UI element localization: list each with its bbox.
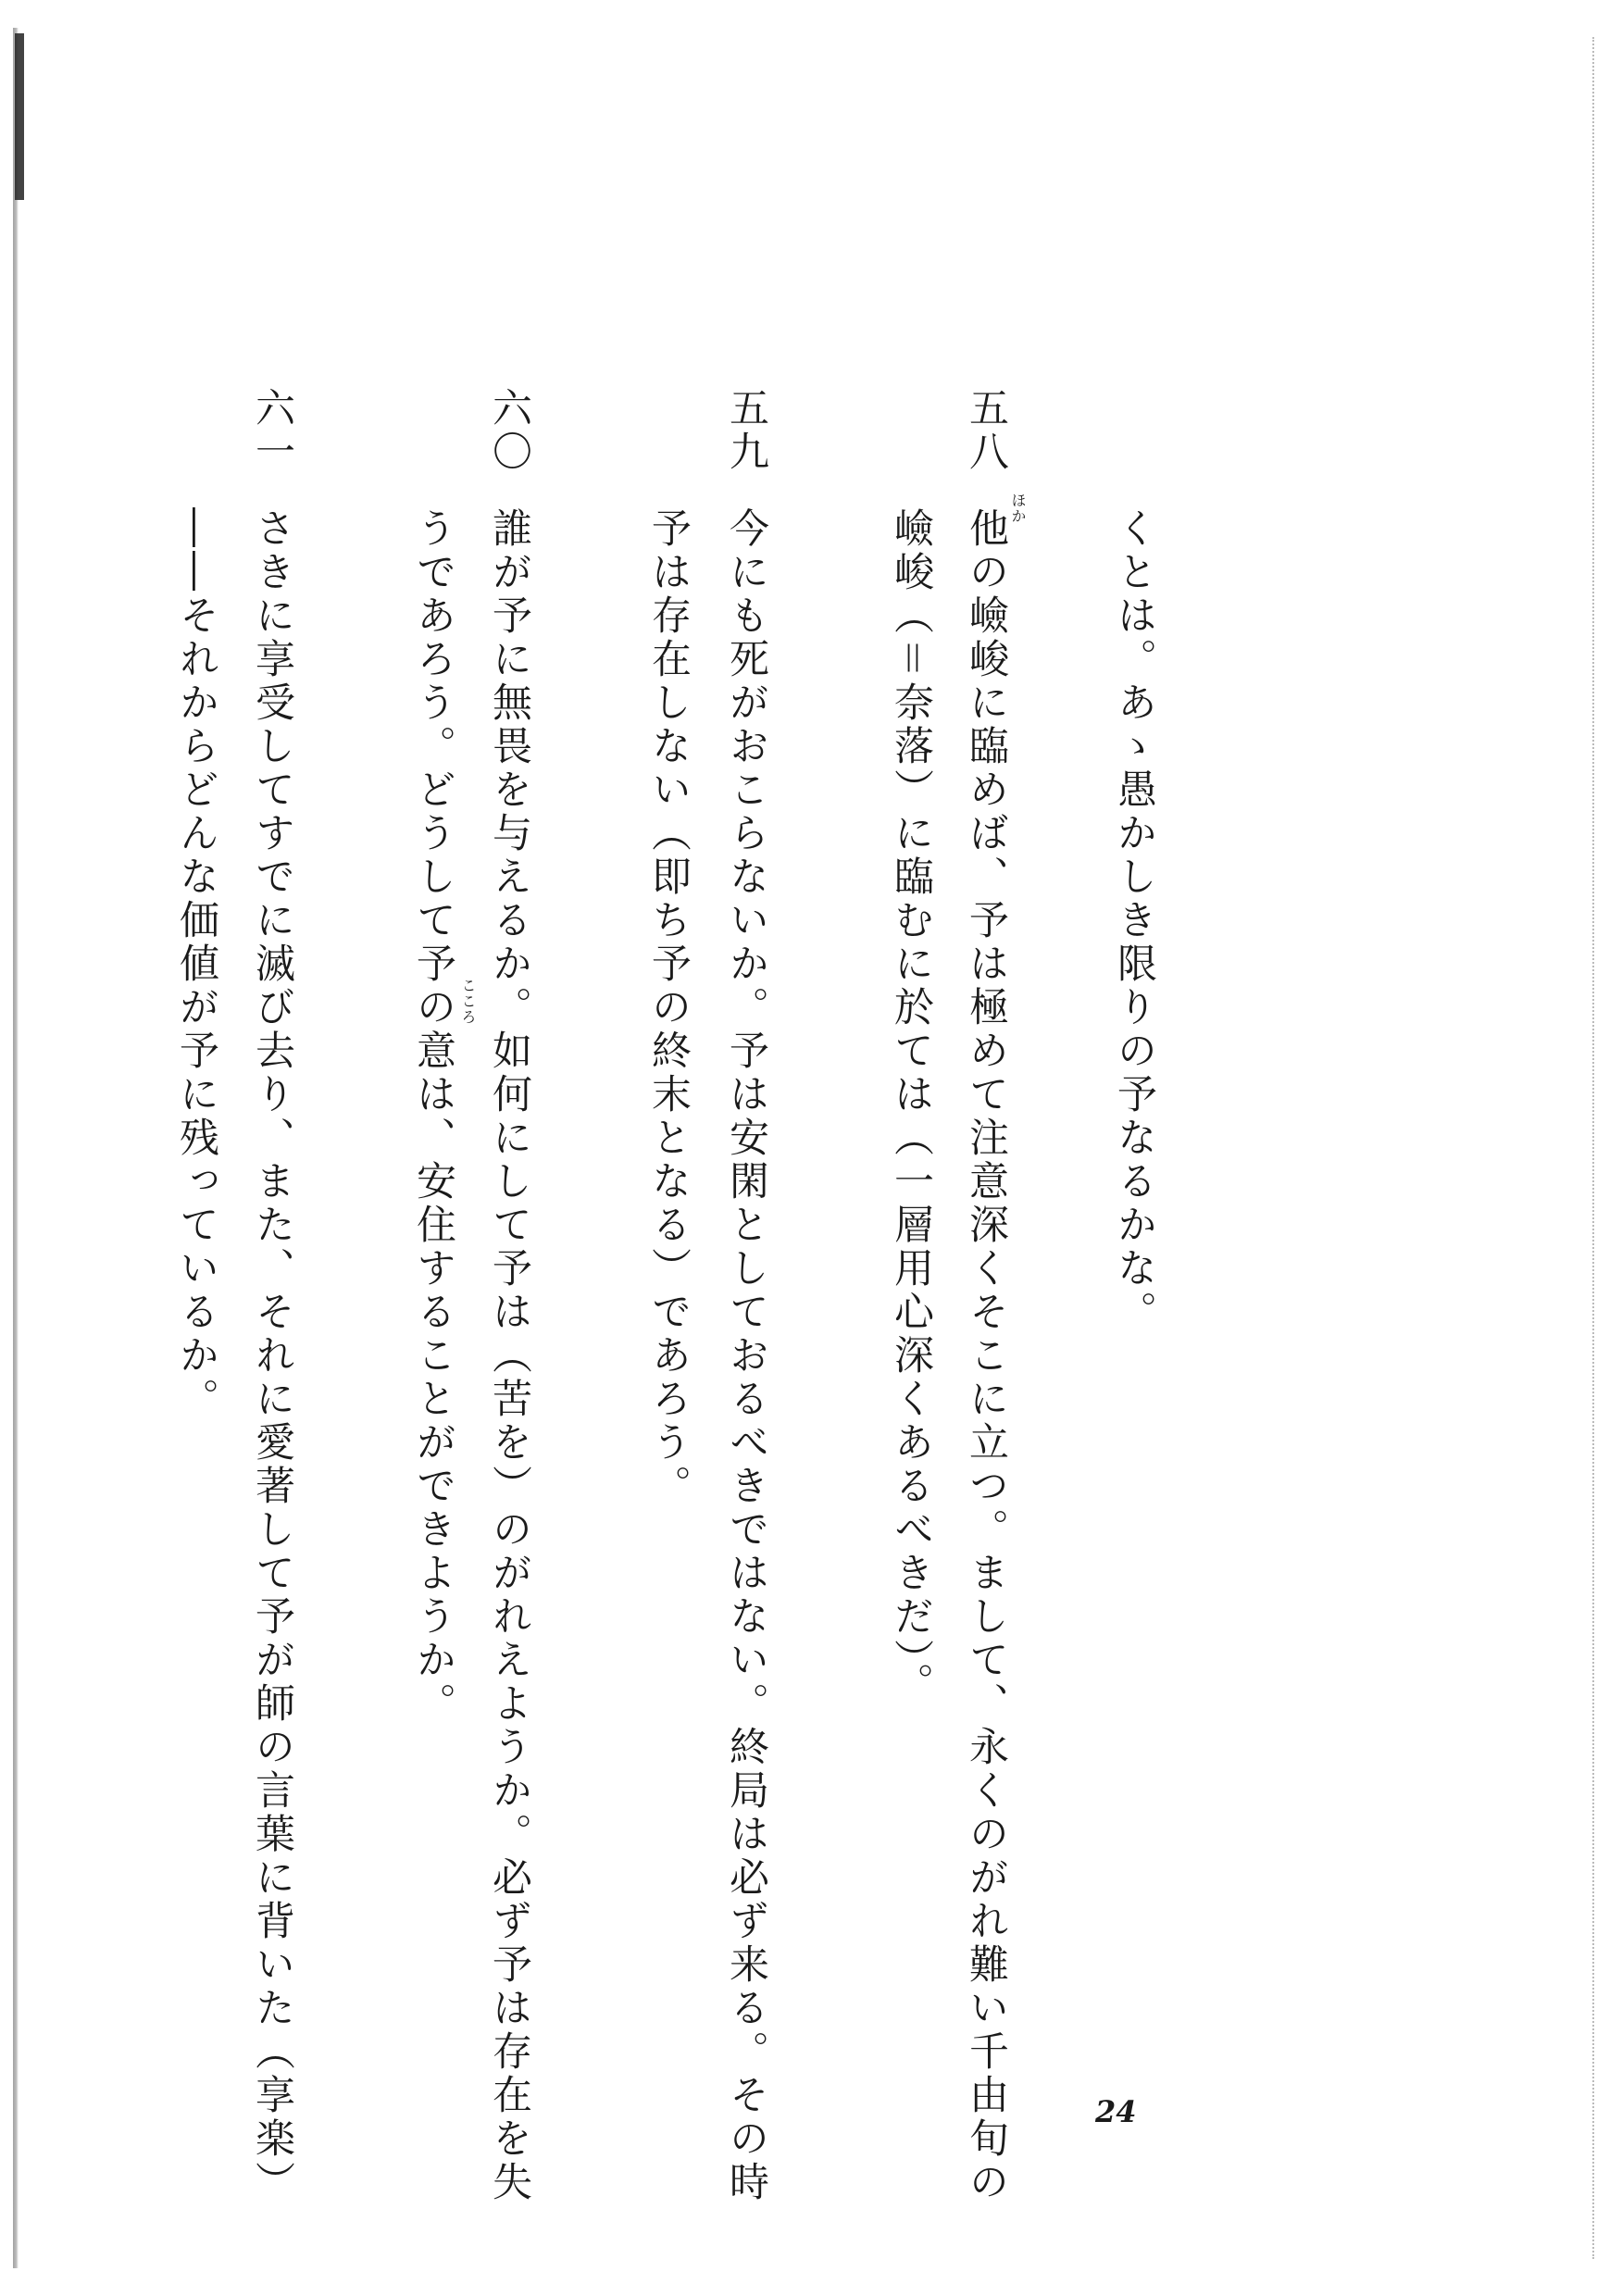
text-column: 今にも死がおこらないか。予は安閑としておるべきではない。終局は必ず来る。その時	[723, 507, 769, 2204]
text-column: 予は存在しない（即ち予の終末となる）であろう。	[645, 507, 692, 1508]
text-column: ――それからどんな価値が予に残っているか。	[173, 507, 219, 1421]
ruby-annotation: ほか	[1009, 493, 1027, 524]
page-number: 24	[1095, 2094, 1137, 2129]
text-column: 嶮峻（＝奈落）に臨むに於ては（一層用心深くあるべきだ）。	[888, 507, 934, 1706]
text-column: 他の嶮峻に臨めば、予は極めて注意深くそこに立つ。まして、永くのがれ難い千由旬の	[963, 507, 1009, 2204]
text-column: さきに享受してすでに滅び去り、また、それに愛著して予が師の言葉に背いた（享楽）	[249, 507, 295, 2204]
verse-number-61: 六一	[249, 387, 295, 474]
page-edge	[1591, 37, 1594, 2259]
text-column: うであろう。どうして予の意は、安住することができようか。	[410, 507, 456, 1726]
text-column: くとは。あゝ愚かしき限りの予なるかな。	[1111, 507, 1157, 1334]
binding-mark	[15, 33, 24, 200]
verse-number-59: 五九	[723, 387, 769, 474]
binding-shadow	[13, 28, 19, 2268]
verse-number-60: 六〇	[486, 387, 532, 474]
text-column: 誰が予に無畏を与えるか。如何にして予は（苦を）のがれえようか。必ず予は存在を失	[486, 507, 532, 2204]
ruby-annotation: こころ	[459, 978, 477, 1025]
verse-number-58: 五八	[963, 387, 1009, 474]
